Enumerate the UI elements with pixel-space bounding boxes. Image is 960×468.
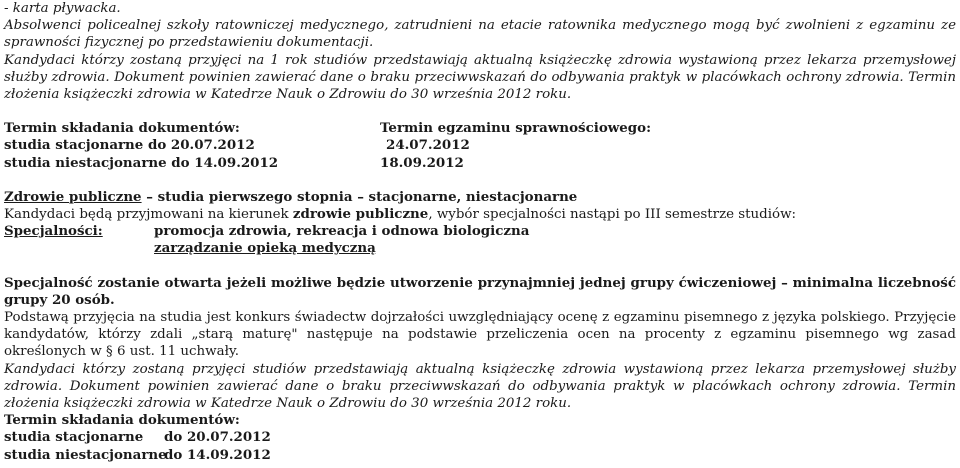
spacer — [4, 103, 956, 120]
opening-notice: Specjalność zostanie otwarta jeżeli możliwe będzie utworzenie przynajmniej jednej grupy ćwiczeniowej – minimalna liczebność grupy 20 osób. — [4, 274, 956, 308]
study-mode-label: studia niestacjonarne — [4, 446, 167, 463]
deadline-row — [4, 155, 956, 172]
spacer — [4, 258, 956, 275]
specialization-item: promocja zdrowia, rekreacja i odnowa biologiczna — [154, 223, 530, 240]
deadline-date: do 14.09.2012 — [164, 446, 271, 463]
intro-pre: Kandydaci będą przyjmowani na kierunek — [4, 207, 293, 223]
exam-date: 24.07.2012 — [386, 137, 470, 154]
absolwenci-paragraph: Absolwenci policealnej szkoły ratowniczej medycznego, zatrudnieni na etacie ratownika medycznego mogą być zwolnieni z egzaminu ze sprawności fizycznej po przedstawieniu dokumentacji. — [4, 18, 956, 51]
karta-plywacka-line: - karta pływacka. — [4, 1, 121, 16]
deadline-date: do 20.07.2012 — [164, 429, 271, 446]
deadline-label: studia niestacjonarne do 14.09.2012 — [4, 154, 279, 171]
section-title — [4, 189, 956, 206]
specializations-spacer — [4, 240, 154, 257]
intro-line — [4, 206, 956, 223]
specializations-row — [4, 223, 956, 240]
section-title-rest: – studia pierwszego stopnia – stacjonarne, niestacjonarne — [141, 188, 578, 205]
section-title-underlined: Zdrowie publiczne — [4, 188, 142, 205]
specialization-item: zarządzanie opieką medyczną — [154, 240, 376, 257]
intro-bold: zdrowie publiczne — [292, 206, 429, 223]
spacer — [4, 172, 956, 189]
docs-deadline-header-2: Termin składania dokumentów: — [4, 412, 240, 429]
study-mode-label: studia stacjonarne — [4, 429, 144, 446]
admission-basis-paragraph: Podstawą przyjęcia na studia jest konkurs świadectw dojrzałości uwzględniający ocenę z egzaminu pisemnego z języka polskiego. Przyjęcie kandydatów, którzy zdali „starą maturę" następuje na podstawie przeliczenia ocen na procenty z egzaminu pisemnego wg zasad określonych w § 6 ust. 11 uchwały. — [4, 310, 956, 360]
health-book-paragraph-1: Kandydaci którzy zostaną przyjęci na 1 rok studiów przedstawiają aktualną książeczkę zdrowia wystawioną przez lekarza przemysłowej służby zdrowia. Dokument powinien zawierać dane o braku przeciwwskazań do odbywania praktyk w placówkach ochrony zdrowia. Termin złożenia książeczki zdrowia w Katedrze Nauk o Zdrowiu do 30 września 2012 roku. — [4, 52, 956, 103]
specializations-label: Specjalności: — [4, 223, 103, 240]
docs-deadline-header: Termin składania dokumentów: — [4, 120, 240, 137]
deadlines-header-row — [4, 120, 956, 137]
specializations-row — [4, 240, 956, 257]
deadline-row — [4, 429, 956, 446]
deadline-label: studia stacjonarne do 20.07.2012 — [4, 137, 255, 154]
health-book-paragraph-2: Kandydaci którzy zostaną przyjęci studiów przedstawiają aktualną książeczkę zdrowia wystawioną przez lekarza przemysłowej służby zdrowia. Dokument powinien zawierać dane o braku przeciwwskazań do odbywania praktyk w placówkach ochrony zdrowia. Termin złożenia książeczki zdrowia w Katedrze Nauk o Zdrowiu do 30 września 2012 roku. — [4, 361, 956, 412]
exam-deadline-header: Termin egzaminu sprawnościowego: — [380, 120, 652, 137]
deadline-row — [4, 447, 956, 464]
intro-post: , wybór specjalności nastąpi po III semestrze studiów: — [428, 207, 797, 223]
deadline-row — [4, 137, 956, 154]
exam-date: 18.09.2012 — [380, 154, 464, 171]
